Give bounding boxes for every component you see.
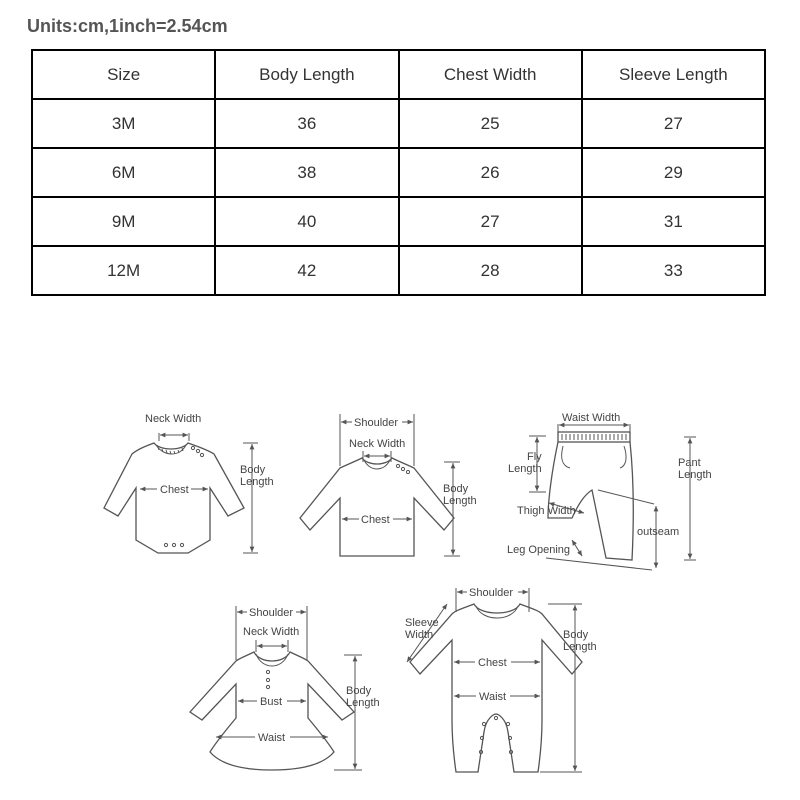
romper-waist-label: Waist	[479, 691, 507, 703]
romper-diagram	[405, 587, 597, 772]
pants-outseam-label: outseam	[637, 526, 680, 538]
pants-pant-label: Pant	[678, 457, 701, 469]
top-outline	[300, 458, 454, 556]
dress-collar	[256, 654, 288, 666]
bodysuit-length-label: Length	[240, 476, 274, 488]
top-body-label: Body	[443, 483, 469, 495]
pants-outline	[548, 442, 633, 560]
dress-length-label: Length	[346, 697, 380, 709]
romper-outline	[410, 604, 582, 772]
table-cell: 36	[215, 99, 398, 148]
dress-outline	[190, 652, 354, 770]
dress-diagram	[190, 606, 380, 770]
table-cell: 27	[582, 99, 765, 148]
romper-sleeve-label: Sleeve	[405, 617, 439, 629]
dress-waist-label: Waist	[258, 732, 286, 744]
header-chest-width: Chest Width	[399, 50, 582, 99]
header-size: Size	[32, 50, 215, 99]
table-cell: 42	[215, 246, 398, 295]
bodysuit-neck-width-label: Neck Width	[145, 413, 202, 425]
romper-body-label: Body	[563, 629, 589, 641]
bodysuit-outline	[104, 443, 244, 553]
header-body-length: Body Length	[215, 50, 398, 99]
table-cell: 25	[399, 99, 582, 148]
table-cell: 9M	[32, 197, 215, 246]
pants-leg-opening-label: Leg Opening	[507, 544, 570, 556]
romper-collar	[476, 606, 518, 618]
table-cell: 28	[399, 246, 582, 295]
pants-thigh-width-label: Thigh Width	[517, 505, 576, 517]
dress-body-label: Body	[346, 685, 372, 697]
table-cell: 29	[582, 148, 765, 197]
table-cell: 33	[582, 246, 765, 295]
table-cell: 31	[582, 197, 765, 246]
table-cell: 3M	[32, 99, 215, 148]
top-shoulder-label: Shoulder	[354, 417, 399, 429]
table-cell: 6M	[32, 148, 215, 197]
table-cell: 26	[399, 148, 582, 197]
top-chest-label: Chest	[361, 514, 390, 526]
table-cell: 12M	[32, 246, 215, 295]
units-note: Units:cm,1inch=2.54cm	[27, 16, 228, 36]
table-cell: 27	[399, 197, 582, 246]
pants-fly-label: Fly	[527, 451, 542, 463]
top-neck-width-label: Neck Width	[349, 438, 406, 450]
pants-diagram	[507, 412, 712, 570]
dress-neck-width-label: Neck Width	[243, 626, 300, 638]
romper-shoulder-label: Shoulder	[469, 587, 514, 599]
pants-fly-length-label: Length	[508, 463, 542, 475]
bodysuit-body-label: Body	[240, 464, 266, 476]
pants-length-label: Length	[678, 469, 712, 481]
pants-waist-width-label: Waist Width	[562, 412, 621, 424]
dress-shoulder-label: Shoulder	[249, 607, 294, 619]
top-length-label: Length	[443, 495, 477, 507]
romper-width-label: Width	[405, 629, 434, 641]
romper-length-label: Length	[563, 641, 597, 653]
table-cell: 40	[215, 197, 398, 246]
bodysuit-chest-label: Chest	[160, 484, 189, 496]
table-cell: 38	[215, 148, 398, 197]
header-sleeve-length: Sleeve Length	[582, 50, 765, 99]
bodysuit-diagram	[104, 413, 274, 553]
romper-chest-label: Chest	[478, 657, 507, 669]
dress-bust-label: Bust	[260, 696, 283, 708]
top-diagram	[300, 414, 477, 556]
